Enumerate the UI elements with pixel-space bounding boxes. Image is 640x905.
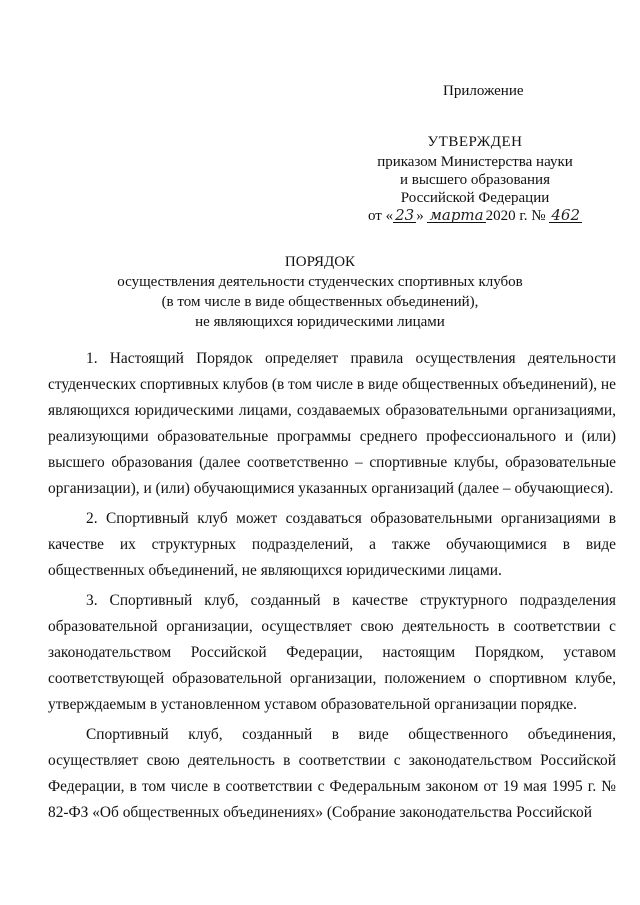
approval-line-ministry: приказом Министерства науки xyxy=(377,154,573,170)
approval-line-education: и высшего образования xyxy=(400,172,550,188)
document-subtitle-2: (в том числе в виде общественных объединений), xyxy=(161,294,479,310)
document-subtitle-1: осуществления деятельности студенческих спортивных клубов xyxy=(117,274,523,290)
order-date-line xyxy=(330,207,620,225)
approval-line-federation: Российской Федерации xyxy=(400,190,550,206)
handwritten-order-number: 462 xyxy=(551,206,581,224)
date-prefix: от « xyxy=(367,208,394,224)
paragraph-1: 1. Настоящий Порядок определяет правила осуществления деятельности студенческих спортивных клубов (в том числе в виде общественных объединений), не являющихся юридическими лицами, создаваемых образовательными организациями, реализующими образовательные программы среднего профессионального и (или) высшего образования (далее соответственно – спортивные клубы, образовательные организации), и (или) обучающимися указанных организаций (далее – обучающиеся). xyxy=(48,350,616,497)
document-subtitle-3: не являющихся юридическими лицами xyxy=(195,314,445,330)
handwritten-day: 23 xyxy=(395,206,415,224)
handwritten-month: марта xyxy=(429,206,484,224)
paragraph-3: 3. Спортивный клуб, созданный в качестве структурного подразделения образовательной организации, осуществляет свою деятельность в соответствии с законодательством Российской Федерации, настоящим Порядком, уставом соответствующей образовательной организации, положением о спортивном клубе, утверждаемым в установленном уставом образовательной организации порядке. xyxy=(48,592,616,713)
document-heading xyxy=(40,252,600,332)
paragraph-4: Спортивный клуб, созданный в виде общественного объединения, осуществляет свою деятельность в соответствии с законодательством Российской Федерации, в том числе в соответствии с Федеральным законом от 19 мая 1995 г. № 82-ФЗ «Об общественных объединениях» (Собрание законодательства Российской xyxy=(48,726,616,821)
approval-block xyxy=(330,133,620,225)
date-mid: » xyxy=(416,208,424,224)
document-title: ПОРЯДОК xyxy=(284,254,356,270)
appendix-label: Приложение xyxy=(443,83,524,99)
paragraph-2: 2. Спортивный клуб может создаваться образовательными организациями в качестве их структурных подразделений, а также обучающимися в виде общественных объединений, не являющихся юридическими лицами. xyxy=(48,510,616,579)
date-year: 2020 г. № xyxy=(485,208,546,224)
approval-title: УТВЕРЖДЕН xyxy=(427,134,523,150)
document-body xyxy=(48,346,616,830)
